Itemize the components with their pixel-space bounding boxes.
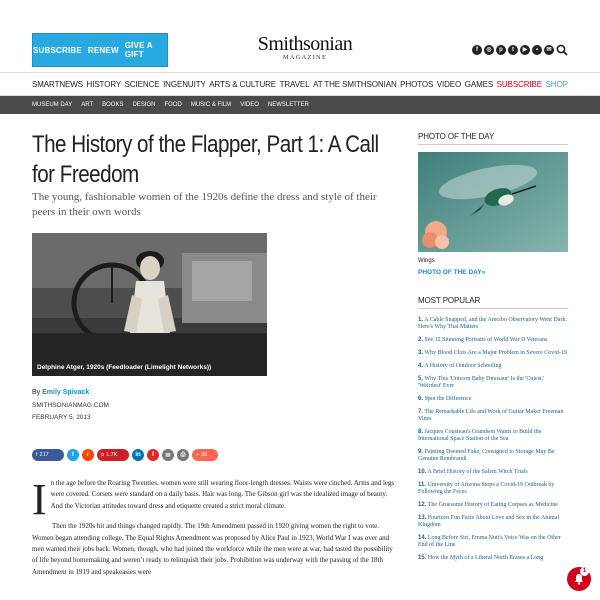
reddit-share-button[interactable] [82, 449, 94, 461]
popular-item-number: 10. [418, 469, 427, 475]
facebook-icon: f [36, 452, 38, 458]
popular-item-title: See 12 Stunning Portraits of World War II Veterans [424, 337, 548, 343]
popular-item-number: 5. [418, 376, 424, 382]
popular-item-number: 4. [418, 363, 424, 369]
popular-item-title: Long Before Siri, Emma Nutt's Voice Was on the Other End of the Line [418, 535, 561, 548]
subscribe-bar [32, 33, 168, 67]
popular-item-number: 3. [418, 350, 424, 356]
popular-item-title: Spot the Difference [424, 396, 472, 402]
popular-item-number: 2. [418, 337, 424, 343]
photo-of-day-caption: Wings [418, 258, 435, 264]
facebook-icon[interactable]: f [472, 45, 482, 55]
subnav-art[interactable]: ART [81, 102, 94, 108]
popular-item-title: The Gruesome History of Eating Corpses as Medicine [427, 502, 558, 508]
popular-item-title: A History of Outdoor Schooling [424, 363, 502, 369]
photo-of-day-image[interactable] [418, 152, 568, 252]
article-subtitle: The young, fashionable women of the 1920s define the dress and style of their peers in their own words [32, 191, 377, 218]
popular-item-title: Jacques Cousteau's Grandson Wants to Build the International Space Station of the Sea [418, 429, 542, 442]
popular-item-title: University of Arizona Stops a Covid-19 Outbreak by Following the Feces [418, 482, 555, 495]
share-bar [32, 449, 218, 461]
print-icon: ⎙ [180, 451, 186, 458]
photo-of-day-link[interactable]: PHOTO OF THE DAY» [418, 269, 486, 276]
print-share-button[interactable] [177, 449, 189, 461]
youtube-icon[interactable]: ▶ [520, 45, 530, 55]
hero-image[interactable] [32, 233, 267, 376]
article-body [32, 475, 398, 587]
email-icon[interactable]: ✉ [544, 45, 554, 55]
popular-item[interactable] [418, 449, 568, 463]
social-links [472, 45, 554, 55]
nav-subscribe[interactable]: SUBSCRIBE [496, 79, 543, 89]
nav-ingenuity[interactable]: INGENUITY [163, 79, 206, 89]
popular-item[interactable] [418, 535, 568, 549]
search-icon[interactable] [556, 44, 568, 56]
popular-item-title: Fourteen Fun Facts About Love and Sex in the Animal Kingdom [418, 515, 559, 528]
publish-date: FEBRUARY 5, 2013 [32, 414, 91, 421]
subnav-design[interactable]: DESIGN [132, 102, 156, 108]
pinterest-share-button[interactable] [97, 449, 129, 461]
subnav-newsletter[interactable]: NEWSLETTER [267, 102, 309, 108]
article-source: SMITHSONIANMAG.COM [32, 402, 109, 409]
give-gift-link[interactable]: GIVE A GIFT [124, 41, 153, 59]
hummingbird-photo [418, 152, 568, 252]
popular-item[interactable] [418, 363, 568, 370]
popular-item[interactable] [418, 482, 568, 496]
pinterest-icon[interactable]: p [496, 45, 506, 55]
popular-item[interactable] [418, 409, 568, 423]
popular-item-title: A Cable Snapped, and the Arecibo Observatory Went Dark. Here's Why That Matters [418, 317, 567, 330]
instagram-icon[interactable]: ◎ [484, 45, 494, 55]
twitter-share-button[interactable] [67, 449, 79, 461]
popular-item-number: 15. [418, 555, 427, 561]
most-popular-heading: MOST POPULAR [418, 296, 568, 309]
popular-item[interactable] [418, 317, 568, 331]
pinterest-count: 1.7K [106, 452, 118, 458]
subnav-food[interactable]: FOOD [164, 102, 182, 108]
author-link[interactable]: Emily Spivack [42, 389, 90, 396]
popular-item-number: 1. [418, 317, 424, 323]
image-caption: Delphine Atger, 1920s (Feedloader (Limelight Networks)) [37, 364, 212, 371]
pinterest-icon: p [101, 452, 105, 458]
drop-cap: I [32, 475, 47, 524]
logo-subtitle: MAGAZINE [282, 54, 328, 61]
renew-link[interactable]: RENEW [87, 45, 119, 55]
photo-of-day-heading: PHOTO OF THE DAY [418, 132, 568, 145]
most-popular-list [418, 317, 568, 568]
site-header [0, 0, 600, 72]
popular-item-number: 6. [418, 396, 424, 402]
nav-arts-culture[interactable]: ARTS & CULTURE [209, 79, 277, 89]
popular-item-title: Painting Deemed Fake, Consigned to Storage May Be Genuine Rembrandt [418, 449, 555, 462]
popular-item[interactable] [418, 376, 568, 390]
popular-item-title: Why Blood Clots Are a Major Problem in Severe Covid-19 [424, 350, 567, 356]
twitter-icon[interactable]: t [508, 45, 518, 55]
popular-item-number: 14. [418, 535, 427, 541]
popular-item[interactable] [418, 429, 568, 443]
popular-item-number: 7. [418, 409, 424, 415]
notification-badge: 1 [580, 567, 589, 576]
popular-item-title: How the Myth of a Liberal North Erases a Long [427, 555, 544, 561]
more-count: 65 [201, 452, 208, 458]
plus-icon: + [196, 452, 200, 458]
article-title: The History of the Flapper, Part 1: A Call for Freedom [32, 131, 379, 188]
subnav-museum-day[interactable]: MUSEUM DAY [32, 102, 73, 108]
paragraph-1 [32, 475, 398, 524]
popular-item-number: 12. [418, 502, 427, 508]
popular-item[interactable] [418, 396, 568, 403]
byline [32, 389, 89, 396]
nav-history[interactable]: HISTORY [86, 79, 122, 89]
email-icon: ✉ [165, 452, 171, 459]
popular-item-title: The Remarkable Life and Work of Guitar Maker Freeman Vines [418, 409, 564, 422]
reddit-icon: r [86, 452, 90, 458]
byline-prefix: By [32, 389, 43, 396]
subscribe-link[interactable]: SUBSCRIBE [33, 45, 82, 55]
photo-illustration [32, 233, 267, 376]
nav-at-the-smithsonian[interactable]: AT THE SMITHSONIAN [313, 79, 397, 89]
logo-wordmark: Smithsonian [257, 33, 353, 55]
nav-science[interactable]: SCIENCE [124, 79, 160, 89]
subnav-video[interactable]: VIDEO [240, 102, 259, 108]
nav-smartnews[interactable]: SMARTNEWS [32, 79, 83, 89]
site-logo[interactable] [230, 34, 380, 61]
paragraph-1-text: n the age before the Roaring Twenties, women were still wearing floor-length dresses. Waists were cinched. Arms and legs were covered. Corsets were standard on a daily basis. Hair was long. The Gibson girl was the idealized image of beauty. And the Victorian attitudes toward dress and etiquette created a strict moral climate. [50, 479, 395, 510]
nav-video[interactable]: VIDEO [436, 79, 462, 89]
popular-item-number: 8. [418, 429, 424, 435]
main-nav [0, 72, 600, 96]
popular-item[interactable] [418, 515, 568, 529]
sub-nav [0, 96, 600, 114]
popular-item[interactable] [418, 502, 568, 509]
facebook-share-button[interactable] [32, 449, 64, 461]
nav-photos[interactable]: PHOTOS [400, 79, 434, 89]
popular-item-title: Why This 'Unicorn Baby Dinosaur' Is the 'Cutest,' 'Weirdest' Ever [418, 376, 545, 389]
nav-games[interactable]: GAMES [464, 79, 494, 89]
popular-item[interactable] [418, 337, 568, 344]
popular-item[interactable] [418, 469, 568, 476]
popular-item-number: 11. [418, 482, 427, 488]
linkedin-icon: in [135, 452, 141, 458]
popular-item-number: 13. [418, 515, 427, 521]
linkedin-share-button[interactable] [132, 449, 144, 461]
flipboard-share-button[interactable] [147, 449, 159, 461]
popular-item-title: A Brief History of the Salem Witch Trials [427, 469, 528, 475]
email-share-button[interactable] [162, 449, 174, 461]
facebook-count: 217 [39, 452, 49, 458]
twitter-icon: t [72, 452, 74, 458]
subnav-books[interactable]: BOOKS [102, 102, 124, 108]
nav-travel[interactable]: TRAVEL [279, 79, 310, 89]
nav-shop[interactable]: SHOP [545, 79, 568, 89]
flipboard-icon[interactable]: ▪ [532, 45, 542, 55]
popular-item[interactable] [418, 555, 568, 562]
paragraph-2: Then the 1920s hit and things changed rapidly. The 19th Amendment passed in 1920 giving women the right to vote. Women began attending college. The Equal Rights Amendment was proposed by Alice Paul in 1923. World War I was over and men wanted their jobs back. Women, though, who had joined the workforce while the men were at war, had tasted the possibility of life beyond homemaking and weren’t ready to relinquish their jobs. Prohibition was underway with the passing of the 18th Amendment in 1919 and speakeasies were [32, 522, 393, 576]
popular-item[interactable] [418, 350, 568, 357]
subnav-music-film[interactable]: MUSIC & FILM [190, 102, 232, 108]
popular-item-number: 9. [418, 449, 424, 455]
flipboard-icon: f [152, 452, 154, 458]
more-share-button[interactable] [192, 449, 218, 461]
